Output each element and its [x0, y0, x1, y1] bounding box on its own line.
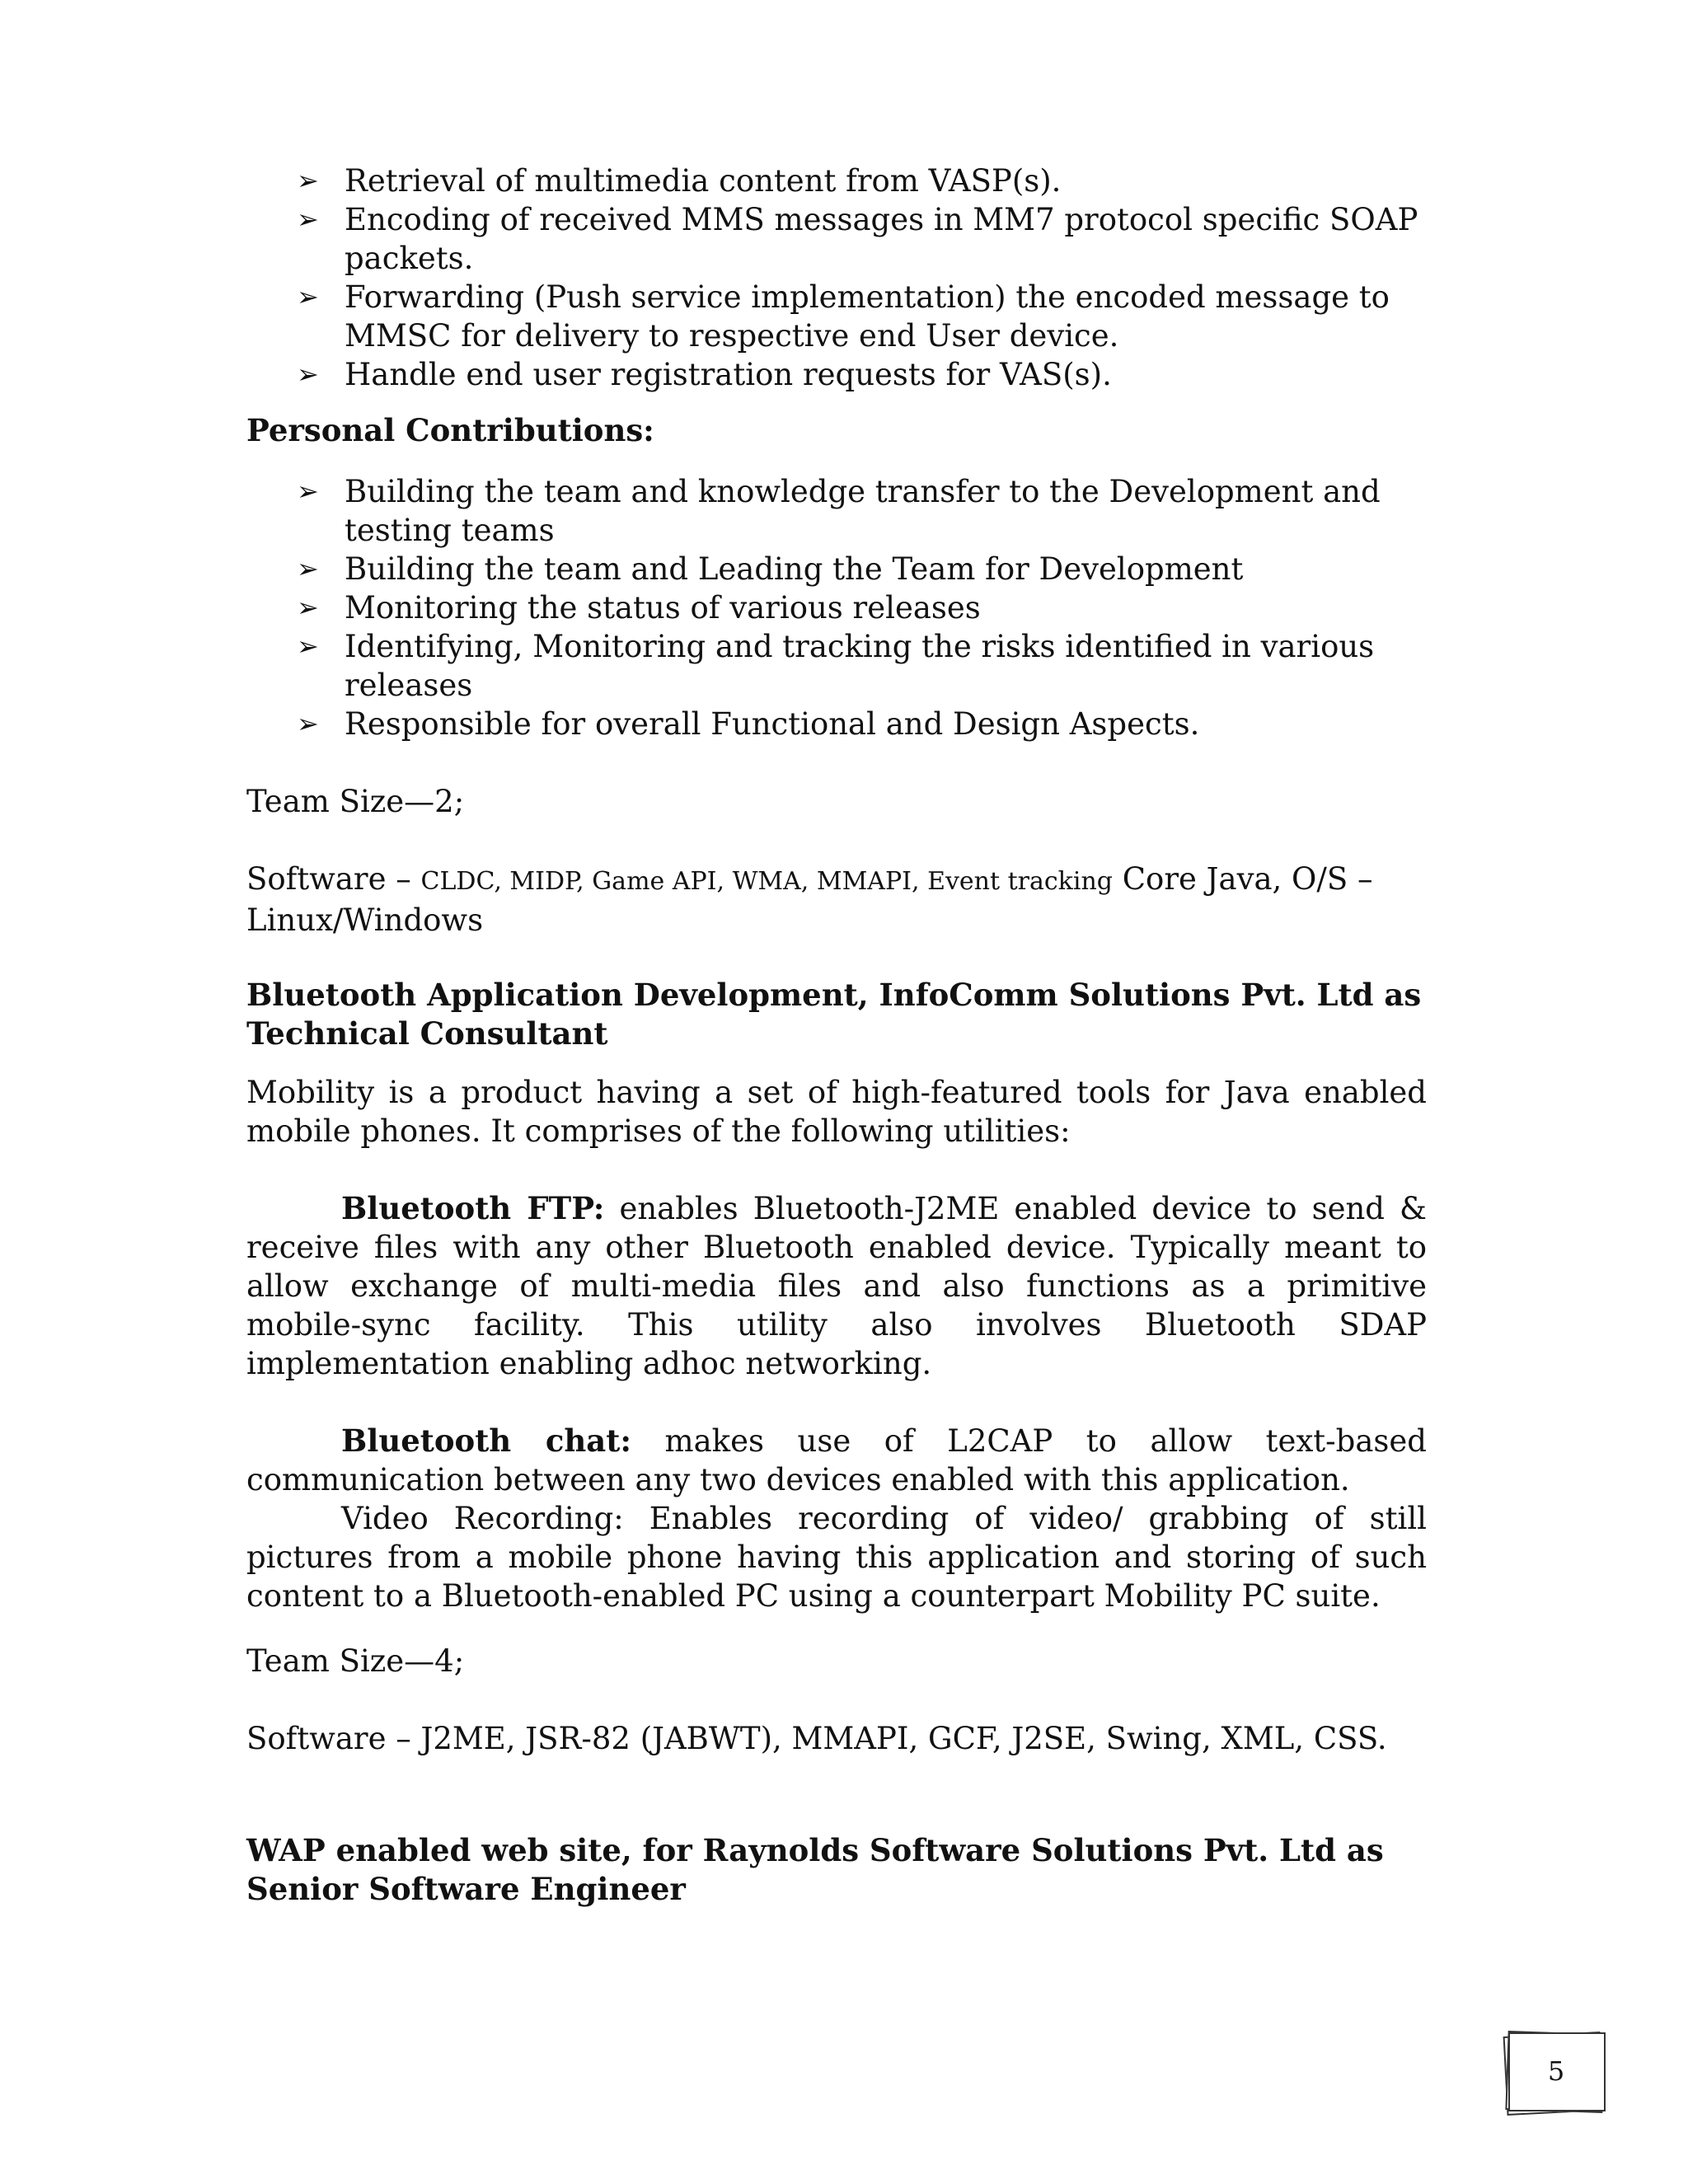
- intro-bullet-list: [297, 162, 1434, 394]
- software-2: Software – J2ME, JSR-82 (JABWT), MMAPI, GCF, J2SE, Swing, XML, CSS.: [246, 1721, 1387, 1756]
- page-number-box: [1505, 2029, 1602, 2111]
- arrow-bullet-icon: ➢: [297, 708, 319, 739]
- team-size-1: Team Size—2;: [246, 784, 465, 819]
- list-item: ➢ Handle end user registration requests for VAS(s).: [297, 357, 1112, 392]
- bluetooth-chat-paragraph: Bluetooth chat: makes use of L2CAP to allow text-based communication between any two devices enabled with this application.: [246, 1422, 1427, 1497]
- project-intro-paragraph: Mobility is a product having a set of high-featured tools for Java enabled mobile phones. It comprises of the following utilities:: [246, 1075, 1427, 1149]
- list-item: ➢ Monitoring the status of various releases: [297, 590, 981, 626]
- page-number: 5: [1547, 2055, 1565, 2087]
- contributions-bullet-list: [297, 472, 1434, 743]
- list-item: ➢ Building the team and knowledge transfer to the Development and testing teams: [297, 474, 1381, 548]
- arrow-bullet-icon: ➢: [297, 476, 319, 507]
- arrow-bullet-icon: ➢: [297, 204, 319, 235]
- team-size-2: Team Size—4;: [246, 1643, 465, 1679]
- arrow-bullet-icon: ➢: [297, 592, 319, 623]
- list-item: ➢ Forwarding (Push service implementation) the encoded message to MMSC for delivery to respective end User device.: [297, 279, 1390, 354]
- list-item: ➢ Identifying, Monitoring and tracking the risks identified in various releases: [297, 629, 1375, 703]
- arrow-bullet-icon: ➢: [297, 630, 319, 662]
- list-item: ➢ Retrieval of multimedia content from VASP(s).: [297, 163, 1062, 199]
- list-item: ➢ Building the team and Leading the Team for Development: [297, 551, 1244, 587]
- list-item: ➢ Responsible for overall Functional and Design Aspects.: [297, 706, 1200, 742]
- arrow-bullet-icon: ➢: [297, 165, 319, 196]
- arrow-bullet-icon: ➢: [297, 281, 319, 312]
- arrow-bullet-icon: ➢: [297, 553, 319, 584]
- software-1: Software – CLDC, MIDP, Game API, WMA, MMAPI, Event tracking Core Java, O/S – Linux/Windows: [246, 861, 1373, 938]
- project-heading-wap: WAP enabled web site, for Raynolds Software Solutions Pvt. Ltd as Senior Software Engineer: [246, 1832, 1384, 1907]
- arrow-bullet-icon: ➢: [297, 359, 319, 390]
- video-recording-paragraph: Video Recording: Enables recording of video/ grabbing of still pictures from a mobile phone having this application and storing of such content to a Bluetooth-enabled PC using a counterpart Mobility PC suite.: [246, 1501, 1427, 1614]
- bluetooth-ftp-paragraph: Bluetooth FTP: enables Bluetooth-J2ME enabled device to send & receive files with any other Bluetooth enabled device. Typically meant to allow exchange of multi-media files and also functions as a primitive mobile-sync facility. This utility also involves Bluetooth SDAP implementation enabling adhoc networking.: [246, 1190, 1427, 1381]
- list-item: ➢ Encoding of received MMS messages in MM7 protocol specific SOAP packets.: [297, 202, 1418, 276]
- contributions-heading: Personal Contributions:: [246, 412, 654, 448]
- project-heading-bluetooth: Bluetooth Application Development, InfoComm Solutions Pvt. Ltd as Technical Consultant: [246, 977, 1422, 1052]
